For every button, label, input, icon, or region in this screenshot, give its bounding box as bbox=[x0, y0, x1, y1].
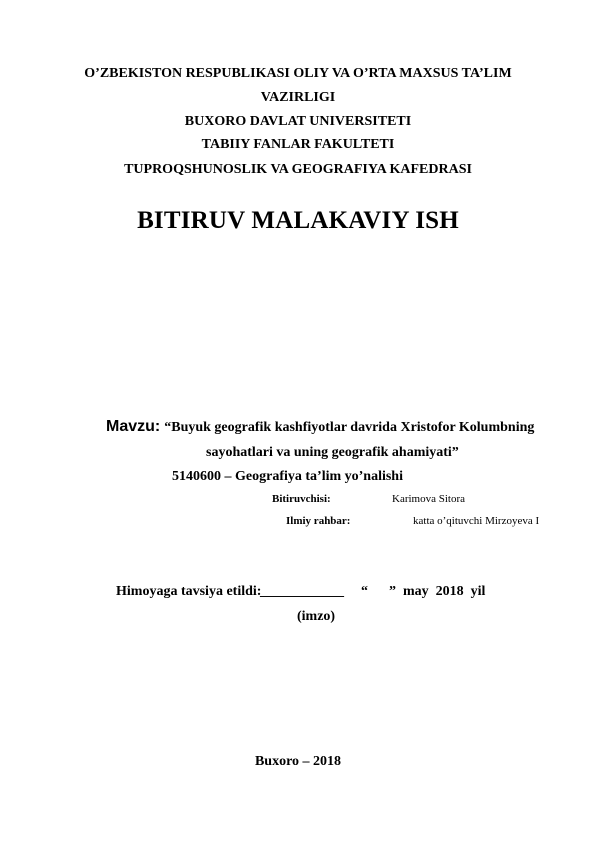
supervisor-name: katta o’qituvchi Mirzoyeva I bbox=[413, 515, 540, 527]
university-name: BUXORO DAVLAT UNIVERSITETI bbox=[184, 114, 412, 129]
signature-caption: (imzo) bbox=[297, 609, 336, 624]
faculty-name: TABIIY FANLAR FAKULTETI bbox=[201, 137, 395, 152]
defense-label: Himoyaga tavsiya etildi: bbox=[116, 584, 262, 599]
author-name: Karimova Sitora bbox=[392, 493, 466, 505]
department-name: TUPROQSHUNOSLIK VA GEOGRAFIYA KAFEDRASI bbox=[124, 162, 472, 177]
ministry-line-1: O’ZBEKISTON RESPUBLIKASI OLIY VA O’RTA MAXSUS TA’LIM bbox=[84, 66, 512, 81]
specialty: 5140600 – Geografiya ta’lim yo’nalishi bbox=[172, 469, 403, 484]
ministry-line-2: VAZIRLIGI bbox=[260, 90, 336, 105]
defense-date: “ ” may 2018 yil bbox=[361, 584, 486, 599]
topic-text-2: sayohatlari va uning geografik ahamiyati” bbox=[206, 445, 459, 460]
signature-line: ____________ bbox=[260, 584, 344, 599]
footer-city-year: Buxoro – 2018 bbox=[254, 754, 342, 769]
topic-line-1 bbox=[106, 418, 534, 436]
topic-text-1: “Buyuk geografik kashfiyotlar davrida Xristofor Kolumbning bbox=[164, 420, 535, 435]
author-label: Bitiruvchisi: bbox=[272, 493, 331, 505]
supervisor-label: Ilmiy rahbar: bbox=[286, 515, 351, 527]
topic-label: Mavzu: bbox=[106, 418, 161, 435]
document-title: BITIRUV MALAKAVIY ISH bbox=[137, 207, 459, 234]
